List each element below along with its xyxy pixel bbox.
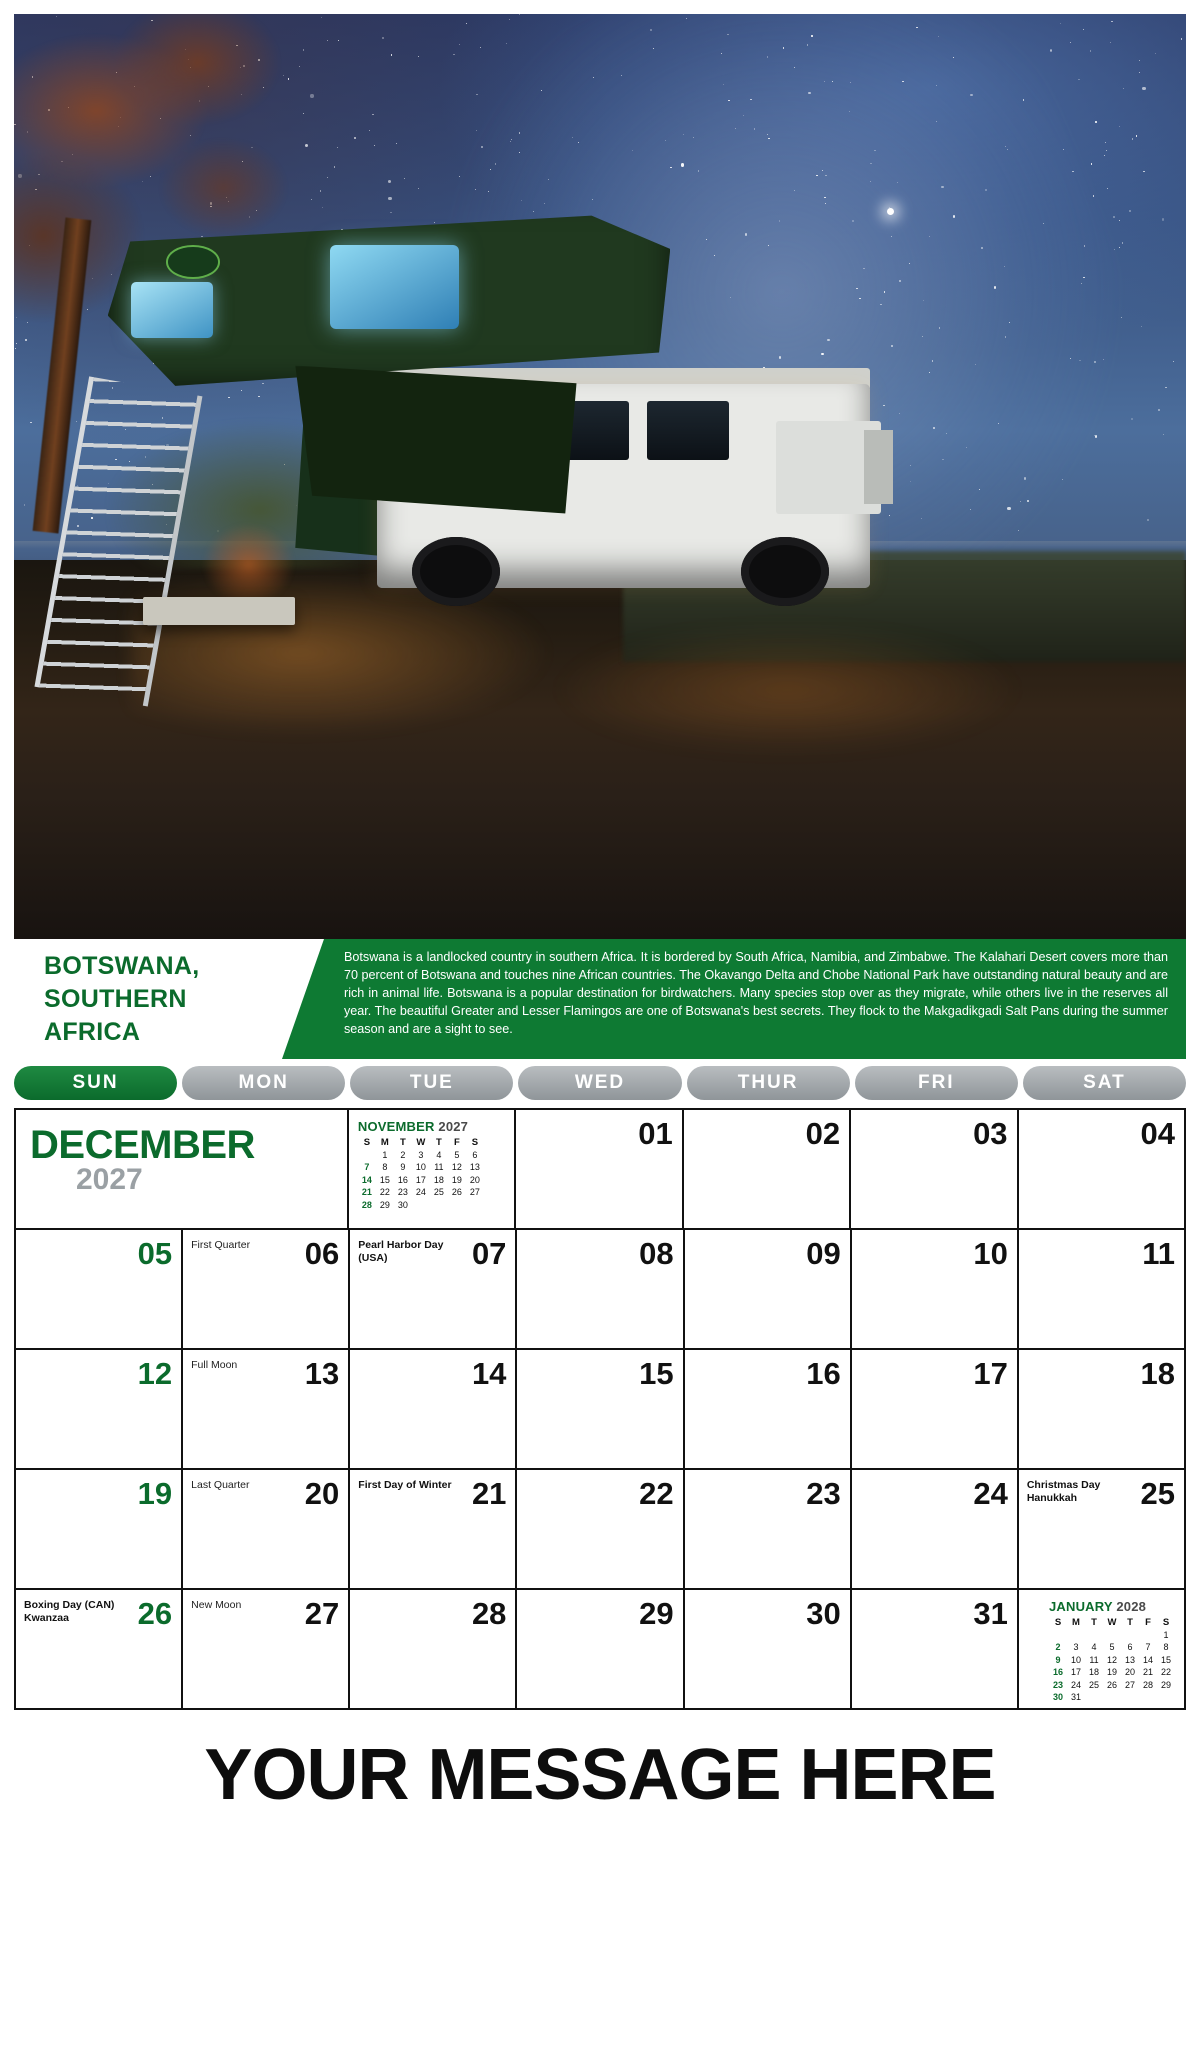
mini-day: 12: [451, 1162, 462, 1173]
mini-day: [430, 1199, 448, 1212]
mini-day: 4: [1091, 1642, 1097, 1653]
day-cell-24[interactable]: [852, 1470, 1019, 1590]
mini-day: 15: [379, 1174, 390, 1185]
day-cell-03[interactable]: [851, 1110, 1018, 1230]
mini-day: 11: [1089, 1654, 1099, 1665]
day-number: 11: [1142, 1236, 1175, 1271]
day-number: 01: [638, 1116, 673, 1151]
mini-dow: T: [435, 1136, 442, 1148]
mini-day: [412, 1199, 430, 1212]
month-name: DECEMBER: [30, 1123, 255, 1167]
mini-month-title: JANUARY 2028: [1048, 1599, 1147, 1614]
mini-day: 6: [1127, 1642, 1133, 1653]
mini-day: 28: [1142, 1679, 1153, 1690]
day-cell-16[interactable]: [685, 1350, 852, 1470]
month-title: [30, 1123, 255, 1196]
mini-day: 25: [1088, 1679, 1099, 1690]
camp-chair: [202, 523, 296, 606]
vehicle-window-3: [647, 401, 729, 460]
day-cell-26[interactable]: [16, 1590, 183, 1710]
mini-day: 27: [1124, 1679, 1135, 1690]
mini-day: [1121, 1691, 1139, 1704]
footer-message-area: [14, 1710, 1186, 1840]
day-number: 08: [639, 1236, 674, 1271]
day-cell-13[interactable]: [183, 1350, 350, 1470]
mini-day: 12: [1106, 1654, 1117, 1665]
mini-day: 22: [379, 1187, 390, 1198]
mini-day: 9: [400, 1162, 406, 1173]
mini-day: 3: [1073, 1642, 1079, 1653]
description-wrap: [282, 939, 1186, 1059]
day-events: First Day of Winter: [358, 1479, 452, 1491]
your-message-here: YOUR MESSAGE HERE: [204, 1735, 996, 1815]
mini-calendar-previous-month[interactable]: [349, 1110, 516, 1230]
day-cell-04[interactable]: [1019, 1110, 1186, 1230]
mini-month-january: [1049, 1599, 1175, 1704]
caption-bar: [14, 939, 1186, 1059]
mini-dow: T: [1091, 1616, 1097, 1628]
mini-dow: S: [1054, 1616, 1062, 1628]
mini-day: [1157, 1691, 1175, 1704]
weekday-header-fri: FRI: [855, 1066, 1018, 1100]
country-title: [14, 939, 282, 1059]
header-photo: [14, 14, 1186, 939]
day-cell-11[interactable]: [1019, 1230, 1186, 1350]
weekday-header: [14, 1066, 1186, 1100]
mini-day: 26: [451, 1187, 462, 1198]
day-cell-15[interactable]: [517, 1350, 684, 1470]
mini-dow: S: [1162, 1616, 1170, 1628]
mini-day: 19: [451, 1174, 462, 1185]
weekday-header-tue: TUE: [350, 1066, 513, 1100]
mini-day: 1: [382, 1149, 388, 1160]
day-events: Full Moon: [191, 1359, 238, 1371]
mini-day: 18: [433, 1174, 444, 1185]
mini-day: 29: [1160, 1679, 1171, 1690]
mini-day: 17: [415, 1174, 426, 1185]
mini-day: 24: [415, 1187, 426, 1198]
vehicle-wheel-front: [741, 537, 829, 606]
day-number: 23: [806, 1476, 841, 1511]
day-events: First Quarter: [191, 1239, 251, 1251]
vehicle-wheel-rear: [412, 537, 500, 606]
campfire-glow-right: [553, 625, 1022, 755]
day-number: 24: [973, 1476, 1008, 1511]
mini-day: 29: [379, 1199, 390, 1210]
tent-logo-icon: [166, 245, 219, 279]
mini-dow: T: [1127, 1616, 1133, 1628]
mini-day: 30: [1052, 1692, 1063, 1703]
day-number: 12: [137, 1356, 173, 1391]
mini-day: 31: [1070, 1692, 1081, 1703]
mini-day: 1: [1163, 1629, 1169, 1640]
mini-day: [1085, 1629, 1103, 1642]
mini-day: [1049, 1629, 1067, 1642]
day-number: 18: [1140, 1356, 1175, 1391]
mini-day: [1139, 1629, 1157, 1642]
day-cell-02[interactable]: [684, 1110, 851, 1230]
mini-dow: F: [453, 1136, 460, 1148]
day-number: 30: [806, 1596, 841, 1631]
mini-day: [466, 1199, 484, 1212]
tent-shadow-panel: [295, 366, 576, 514]
mini-dow: W: [1107, 1616, 1117, 1628]
mini-day: 21: [1142, 1667, 1153, 1678]
day-cell-09[interactable]: [685, 1230, 852, 1350]
mini-month-november: [358, 1119, 484, 1211]
day-number: 16: [806, 1356, 841, 1391]
day-cell-28[interactable]: [350, 1590, 517, 1710]
mini-dow: S: [363, 1136, 371, 1148]
calendar-week-row: [16, 1590, 1186, 1710]
mini-day: [1139, 1691, 1157, 1704]
mini-day: 30: [397, 1199, 408, 1210]
tent-window-main: [330, 245, 459, 328]
day-events: Last Quarter: [191, 1479, 250, 1491]
day-number: 19: [137, 1476, 173, 1511]
mini-day: 5: [1109, 1642, 1115, 1653]
mini-day: 27: [469, 1187, 480, 1198]
mini-day: 2: [400, 1149, 406, 1160]
day-cell-23[interactable]: [685, 1470, 852, 1590]
mini-day: 14: [1142, 1654, 1153, 1665]
day-number: 29: [639, 1596, 674, 1631]
mini-day: 3: [418, 1149, 424, 1160]
mini-day: 20: [469, 1174, 480, 1185]
day-number: 26: [137, 1596, 173, 1631]
mini-day: [1085, 1691, 1103, 1704]
mini-dow: S: [471, 1136, 479, 1148]
weekday-header-sun: SUN: [14, 1066, 177, 1100]
mini-day: [1067, 1629, 1085, 1642]
day-number: 05: [137, 1236, 173, 1271]
day-number: 07: [471, 1236, 507, 1271]
mini-day: 22: [1160, 1667, 1171, 1678]
calendar-week-row: [16, 1230, 1186, 1350]
mini-day: 8: [382, 1162, 388, 1173]
day-number: 28: [471, 1596, 507, 1631]
day-cell-01[interactable]: [516, 1110, 683, 1230]
mini-day: 4: [436, 1149, 442, 1160]
day-cell-22[interactable]: [517, 1470, 684, 1590]
day-number: 02: [805, 1116, 841, 1151]
country-line-2: SOUTHERN AFRICA: [44, 984, 187, 1046]
month-year: 2027: [76, 1163, 143, 1196]
day-cell-21[interactable]: [350, 1470, 517, 1590]
day-number: 13: [304, 1356, 340, 1391]
day-cell-30[interactable]: [685, 1590, 852, 1710]
mini-month-title: NOVEMBER 2027: [357, 1119, 469, 1134]
mini-day: [1103, 1629, 1121, 1642]
day-cell-20[interactable]: [183, 1470, 350, 1590]
mini-dow: W: [416, 1136, 426, 1148]
month-title-cell[interactable]: [16, 1110, 349, 1230]
day-cell-19[interactable]: [16, 1470, 183, 1590]
mini-day: [1121, 1629, 1139, 1642]
weekday-header-sat: SAT: [1023, 1066, 1186, 1100]
day-events: Pearl Harbor Day (USA): [358, 1239, 444, 1265]
weekday-header-thur: THUR: [687, 1066, 850, 1100]
day-cell-14[interactable]: [350, 1350, 517, 1470]
day-number: 25: [1140, 1476, 1175, 1511]
day-cell-12[interactable]: [16, 1350, 183, 1470]
day-number: 17: [973, 1356, 1008, 1391]
mini-day: 8: [1163, 1642, 1169, 1653]
mini-day: 20: [1124, 1667, 1135, 1678]
day-cell-07[interactable]: [350, 1230, 517, 1350]
mini-day: 7: [364, 1162, 370, 1173]
calendar-grid: [14, 1108, 1186, 1710]
day-number: 06: [304, 1236, 340, 1271]
country-line-1: BOTSWANA,: [44, 951, 200, 980]
day-events: New Moon: [191, 1599, 242, 1611]
day-cell-31[interactable]: [852, 1590, 1019, 1710]
day-number: 27: [304, 1596, 340, 1631]
day-cell-05[interactable]: [16, 1230, 183, 1350]
mini-day: 17: [1070, 1667, 1081, 1678]
mini-day: 25: [433, 1187, 444, 1198]
country-description: Botswana is a landlocked country in southern Africa. It is bordered by South Africa, Namibia, and Zimbabwe. The Kalahari Desert covers more than 70 percent of Botswana and touches nine African countries. The Okavango Delta and Chobe National Park have outstanding natural beauty and are rich in animal life. Botswana is a popular destination for birdwatchers. Many species stop over as they migrate, while others live in the reserves all year. The beautiful Greater and Lesser Flamingos are one of Botswana's best secrets. They flock to the Makgadikgadi Salt Pans during the summer season and are a sight to see.: [344, 950, 1168, 1036]
mini-day: 28: [361, 1199, 372, 1210]
mini-dow: T: [399, 1136, 406, 1148]
mini-day: [358, 1149, 376, 1162]
day-cell-25[interactable]: [1019, 1470, 1186, 1590]
day-number: 21: [471, 1476, 507, 1511]
mini-day: 9: [1055, 1654, 1061, 1665]
mini-day: 7: [1145, 1642, 1151, 1653]
mini-day: 19: [1106, 1667, 1117, 1678]
day-number: 22: [639, 1476, 674, 1511]
day-cell-06[interactable]: [183, 1230, 350, 1350]
mini-day: 21: [361, 1187, 372, 1198]
mini-day: 13: [469, 1162, 480, 1173]
mini-day: 18: [1088, 1667, 1099, 1678]
day-number: 15: [639, 1356, 674, 1391]
day-cell-08[interactable]: [517, 1230, 684, 1350]
day-number: 14: [471, 1356, 507, 1391]
calendar-week-row: [16, 1470, 1186, 1590]
mini-day: 13: [1124, 1654, 1135, 1665]
mini-calendar-next-month[interactable]: [1019, 1590, 1186, 1710]
day-number: 10: [973, 1236, 1008, 1271]
day-number: 04: [1140, 1116, 1175, 1151]
day-events: Christmas Day Hanukkah: [1026, 1479, 1101, 1505]
day-cell-29[interactable]: [517, 1590, 684, 1710]
mini-day: [1103, 1691, 1121, 1704]
day-number: 20: [304, 1476, 340, 1511]
vehicle-grille: [864, 430, 893, 504]
mini-day: 16: [1052, 1667, 1063, 1678]
mini-dow: M: [380, 1136, 389, 1148]
mini-day: 26: [1106, 1679, 1117, 1690]
calendar-week-row: [16, 1110, 1186, 1230]
mini-day: 23: [397, 1187, 408, 1198]
day-cell-17[interactable]: [852, 1350, 1019, 1470]
mini-day: 16: [397, 1174, 408, 1185]
day-cell-10[interactable]: [852, 1230, 1019, 1350]
mini-day: 10: [415, 1162, 426, 1173]
day-number: 03: [973, 1116, 1008, 1151]
mini-day: 5: [454, 1149, 460, 1160]
weekday-header-mon: MON: [182, 1066, 345, 1100]
mini-day: 11: [434, 1162, 444, 1173]
mini-day: [448, 1199, 466, 1212]
day-number: 31: [973, 1596, 1008, 1631]
mini-day: 23: [1052, 1679, 1063, 1690]
mini-day: 6: [472, 1149, 478, 1160]
camp-table: [143, 597, 295, 625]
mini-day: 24: [1070, 1679, 1081, 1690]
weekday-header-wed: WED: [518, 1066, 681, 1100]
mini-day: 10: [1070, 1654, 1081, 1665]
mini-day: 14: [361, 1174, 372, 1185]
campfire-glow-left: [131, 569, 553, 736]
tent-window-side: [131, 282, 213, 338]
mini-dow: F: [1145, 1616, 1151, 1628]
day-cell-27[interactable]: [183, 1590, 350, 1710]
day-number: 09: [806, 1236, 841, 1271]
mini-dow: M: [1072, 1616, 1080, 1628]
mini-day: 2: [1055, 1642, 1061, 1653]
mini-day: 15: [1160, 1654, 1171, 1665]
calendar-week-row: [16, 1350, 1186, 1470]
day-events: Boxing Day (CAN) Kwanzaa: [24, 1599, 115, 1625]
day-cell-18[interactable]: [1019, 1350, 1186, 1470]
